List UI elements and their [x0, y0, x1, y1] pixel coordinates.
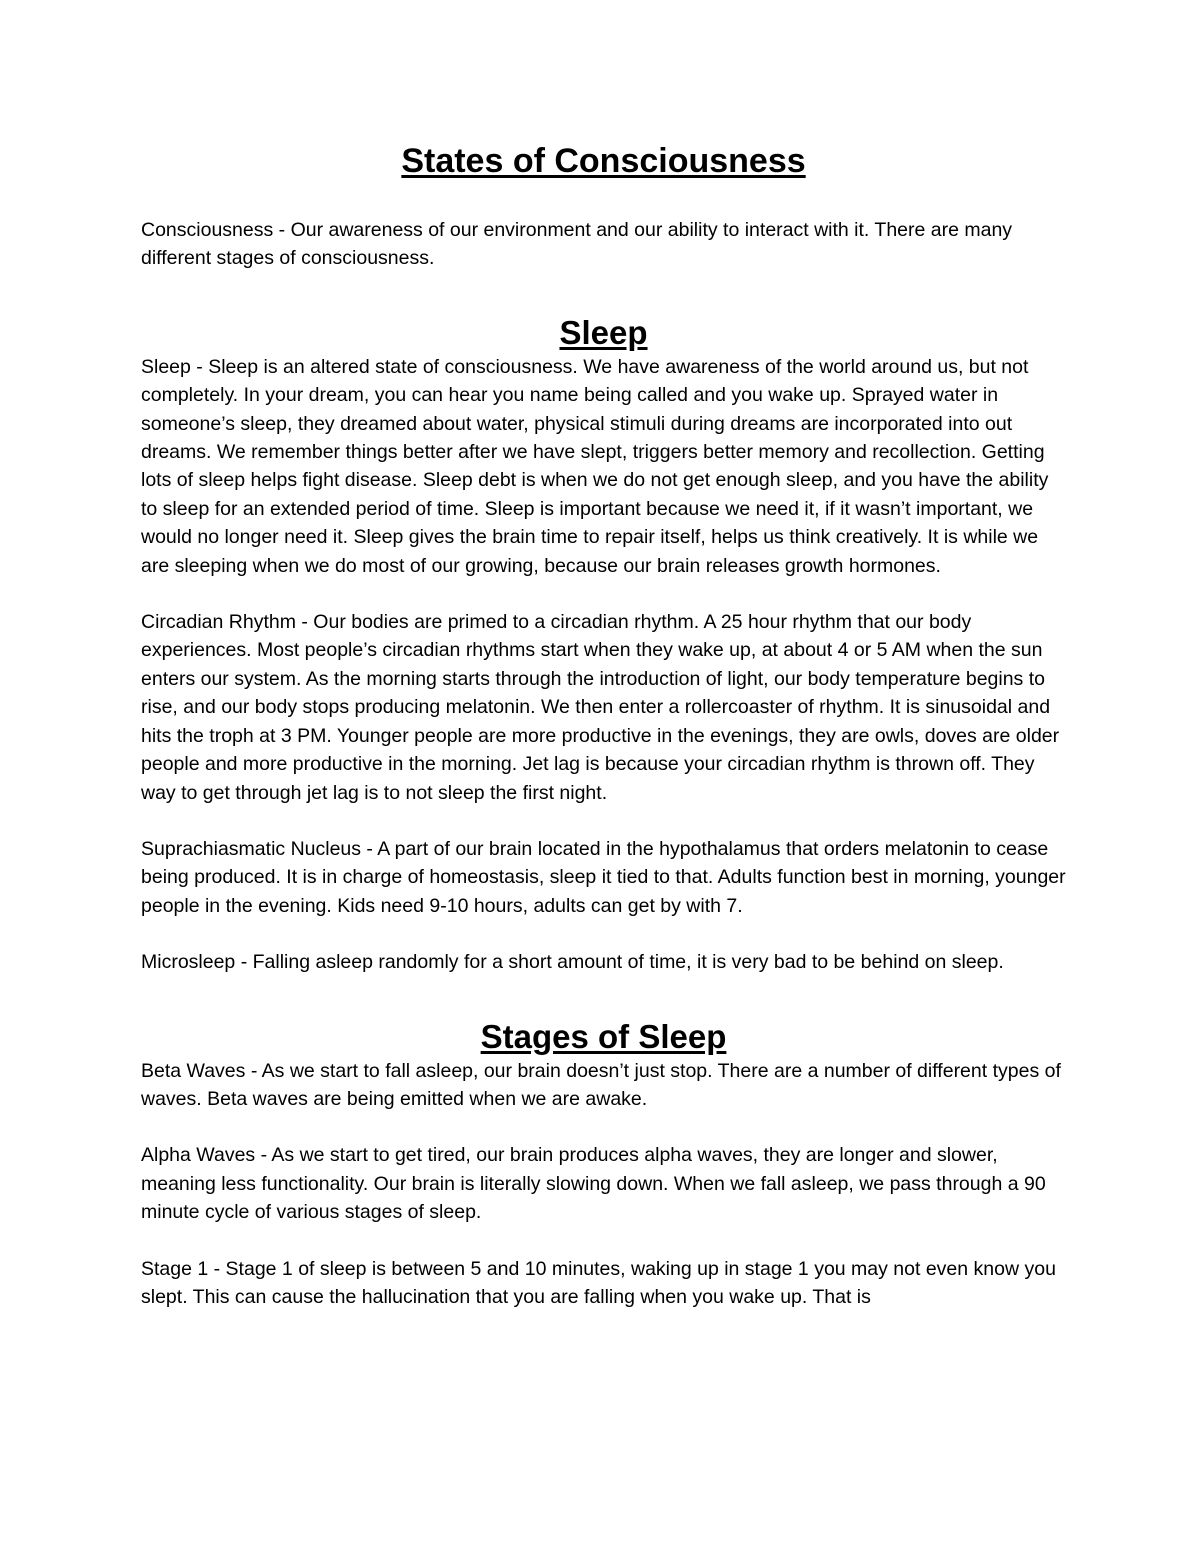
paragraph-microsleep: Microsleep - Falling asleep randomly for a short amount of time, it is very bad to be behind on sleep.	[141, 951, 1004, 974]
paragraph-suprachiasmatic-nucleus: Suprachiasmatic Nucleus - A part of our brain located in the hypothalamus that orders melatonin to cease being produced. It is in charge of homeostasis, sleep it tied to that. Adults function best in morning, younger people in the evening. Kids need 9-10 hours, adults can get by with 7.	[141, 837, 1066, 917]
page-title: States of Consciousness	[401, 142, 806, 180]
intro-paragraph: Consciousness - Our awareness of our environment and our ability to interact with it. There are many different stages of consciousness.	[141, 219, 1013, 270]
paragraph-alpha-waves: Alpha Waves - As we start to get tired, our brain produces alpha waves, they are longer and slower, meaning less functionality. Our brain is literally slowing down. When we fall asleep, we pass through a 90 minute cycle of various stages of sleep.	[141, 1144, 1046, 1224]
spacer	[141, 1227, 1066, 1255]
paragraph-sleep: Sleep - Sleep is an altered state of consciousness. We have awareness of the world around us, but not completely. In your dream, you can hear you name being called and you wake up. Sprayed water in someone’s sleep, they dreamed about water, physical stimuli during dreams are incorporated into out dreams. We remember things better after we have slept, triggers better memory and recollection. Getting lots of sleep helps fight disease. Sleep debt is when we do not get enough sleep, and you have the ability to sleep for an extended period of time. Sleep is important because we need it, if it wasn’t important, we would no longer need it. Sleep gives the brain time to repair itself, helps us think creatively. It is while we are sleeping when we do most of our growing, because our brain releases growth hormones.	[141, 355, 1049, 577]
document-body	[141, 140, 1066, 1311]
spacer	[141, 273, 1066, 313]
spacer	[141, 920, 1066, 948]
section-heading-stages-of-sleep: Stages of Sleep	[480, 1017, 727, 1055]
section-stages-of-sleep	[141, 1017, 1066, 1312]
section-sleep	[141, 313, 1066, 977]
paragraph-beta-waves: Beta Waves - As we start to fall asleep, our brain doesn’t just stop. There are a number of different types of waves. Beta waves are being emitted when we are awake.	[141, 1059, 1061, 1110]
spacer	[141, 182, 1066, 216]
spacer	[141, 580, 1066, 608]
section-heading-sleep: Sleep	[559, 313, 648, 351]
spacer	[141, 807, 1066, 835]
spacer	[141, 977, 1066, 1017]
spacer	[141, 1113, 1066, 1141]
paragraph-circadian-rhythm: Circadian Rhythm - Our bodies are primed to a circadian rhythm. A 25 hour rhythm that our body experiences. Most people’s circadian rhythms start when they wake up, at about 4 or 5 AM when the sun enters our system. As the morning starts through the introduction of light, our body temperature begins to rise, and our body stops producing melatonin. We then enter a rollercoaster of rhythm. It is sinusoidal and hits the troph at 3 PM. Younger people are more productive in the evenings, they are owls, doves are older people and more productive in the morning. Jet lag is because your circadian rhythm is thrown off. They way to get through jet lag is to not sleep the first night.	[141, 611, 1060, 804]
paragraph-stage-1: Stage 1 - Stage 1 of sleep is between 5 and 10 minutes, waking up in stage 1 you may not even know you slept. This can cause the hallucination that you are falling when you wake up. That is	[141, 1257, 1056, 1308]
